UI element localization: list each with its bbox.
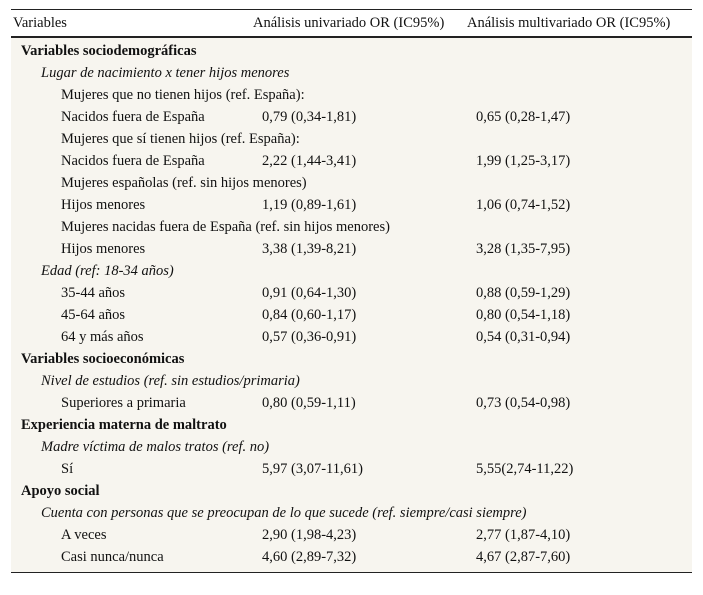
multivariate-or: 0,88 (0,59-1,29) bbox=[476, 285, 571, 301]
table-row bbox=[11, 216, 692, 238]
multivariate-or: 1,06 (0,74-1,52) bbox=[476, 197, 571, 213]
row-label: Variables socioeconómicas bbox=[21, 351, 185, 367]
multivariate-or: 0,65 (0,28-1,47) bbox=[476, 109, 571, 125]
row-label: Madre víctima de malos tratos (ref. no) bbox=[41, 439, 270, 455]
row-label: Apoyo social bbox=[21, 483, 100, 499]
header-multivariate: Análisis multivariado OR (IC95%) bbox=[467, 15, 671, 31]
subsection-row bbox=[11, 62, 692, 84]
subsection-row bbox=[11, 370, 692, 392]
table-row bbox=[11, 392, 692, 414]
row-label: A veces bbox=[61, 527, 107, 543]
multivariate-or: 3,28 (1,35-7,95) bbox=[476, 241, 571, 257]
table-bottom-rule bbox=[11, 572, 692, 573]
multivariate-or: 2,77 (1,87-4,10) bbox=[476, 527, 571, 543]
row-label: Variables sociodemográficas bbox=[21, 43, 197, 59]
row-label: Nacidos fuera de España bbox=[61, 153, 205, 169]
table-row bbox=[11, 282, 692, 304]
results-table bbox=[11, 9, 692, 573]
univariate-or: 0,84 (0,60-1,17) bbox=[262, 307, 357, 323]
univariate-or: 4,60 (2,89-7,32) bbox=[262, 549, 357, 565]
section-heading-row bbox=[11, 40, 692, 62]
univariate-or: 2,90 (1,98-4,23) bbox=[262, 527, 357, 543]
row-label: 64 y más años bbox=[61, 329, 144, 345]
row-label: Superiores a primaria bbox=[61, 395, 186, 411]
row-label: Cuenta con personas que se preocupan de lo que sucede (ref. siempre/casi siempre) bbox=[41, 505, 527, 521]
subsection-row bbox=[11, 260, 692, 282]
multivariate-or: 1,99 (1,25-3,17) bbox=[476, 153, 571, 169]
multivariate-or: 0,80 (0,54-1,18) bbox=[476, 307, 571, 323]
header-univariate: Análisis univariado OR (IC95%) bbox=[253, 15, 445, 31]
row-label: Sí bbox=[61, 461, 74, 477]
row-label: Nacidos fuera de España bbox=[61, 109, 205, 125]
multivariate-or: 0,54 (0,31-0,94) bbox=[476, 329, 571, 345]
row-label: Casi nunca/nunca bbox=[61, 549, 164, 565]
univariate-or: 0,91 (0,64-1,30) bbox=[262, 285, 357, 301]
row-label: Mujeres que sí tienen hijos (ref. España): bbox=[61, 131, 300, 147]
row-label: Nivel de estudios (ref. sin estudios/primaria) bbox=[41, 373, 300, 389]
table-row bbox=[11, 546, 692, 568]
table-row bbox=[11, 84, 692, 106]
univariate-or: 0,80 (0,59-1,11) bbox=[262, 395, 356, 411]
header-variables: Variables bbox=[13, 15, 67, 31]
table-row bbox=[11, 304, 692, 326]
row-label: Lugar de nacimiento x tener hijos menores bbox=[41, 65, 290, 81]
table-row bbox=[11, 458, 692, 480]
table-row bbox=[11, 106, 692, 128]
subsection-row bbox=[11, 436, 692, 458]
row-label: Hijos menores bbox=[61, 241, 146, 257]
table-row bbox=[11, 238, 692, 260]
multivariate-or: 5,55(2,74-11,22) bbox=[476, 461, 574, 477]
table-header bbox=[11, 9, 692, 38]
row-label: 35-44 años bbox=[61, 285, 126, 301]
univariate-or: 0,79 (0,34-1,81) bbox=[262, 109, 357, 125]
table-row bbox=[11, 172, 692, 194]
table-row bbox=[11, 524, 692, 546]
univariate-or: 0,57 (0,36-0,91) bbox=[262, 329, 357, 345]
multivariate-or: 4,67 (2,87-7,60) bbox=[476, 549, 571, 565]
univariate-or: 1,19 (0,89-1,61) bbox=[262, 197, 357, 213]
row-label: Experiencia materna de maltrato bbox=[21, 417, 227, 433]
univariate-or: 2,22 (1,44-3,41) bbox=[262, 153, 357, 169]
multivariate-or: 0,73 (0,54-0,98) bbox=[476, 395, 571, 411]
section-heading-row bbox=[11, 480, 692, 502]
row-label: Mujeres españolas (ref. sin hijos menores) bbox=[61, 175, 307, 191]
row-label: Mujeres nacidas fuera de España (ref. sin hijos menores) bbox=[61, 219, 390, 235]
row-label: Mujeres que no tienen hijos (ref. España): bbox=[61, 87, 305, 103]
univariate-or: 5,97 (3,07-11,61) bbox=[262, 461, 363, 477]
subsection-row bbox=[11, 502, 692, 524]
table-row bbox=[11, 150, 692, 172]
row-label: Hijos menores bbox=[61, 197, 146, 213]
row-label: Edad (ref: 18-34 años) bbox=[41, 263, 174, 279]
table-row bbox=[11, 326, 692, 348]
table-body bbox=[11, 38, 692, 572]
table-row bbox=[11, 128, 692, 150]
row-label: 45-64 años bbox=[61, 307, 126, 323]
univariate-or: 3,38 (1,39-8,21) bbox=[262, 241, 357, 257]
section-heading-row bbox=[11, 414, 692, 436]
table-row bbox=[11, 194, 692, 216]
section-heading-row bbox=[11, 348, 692, 370]
